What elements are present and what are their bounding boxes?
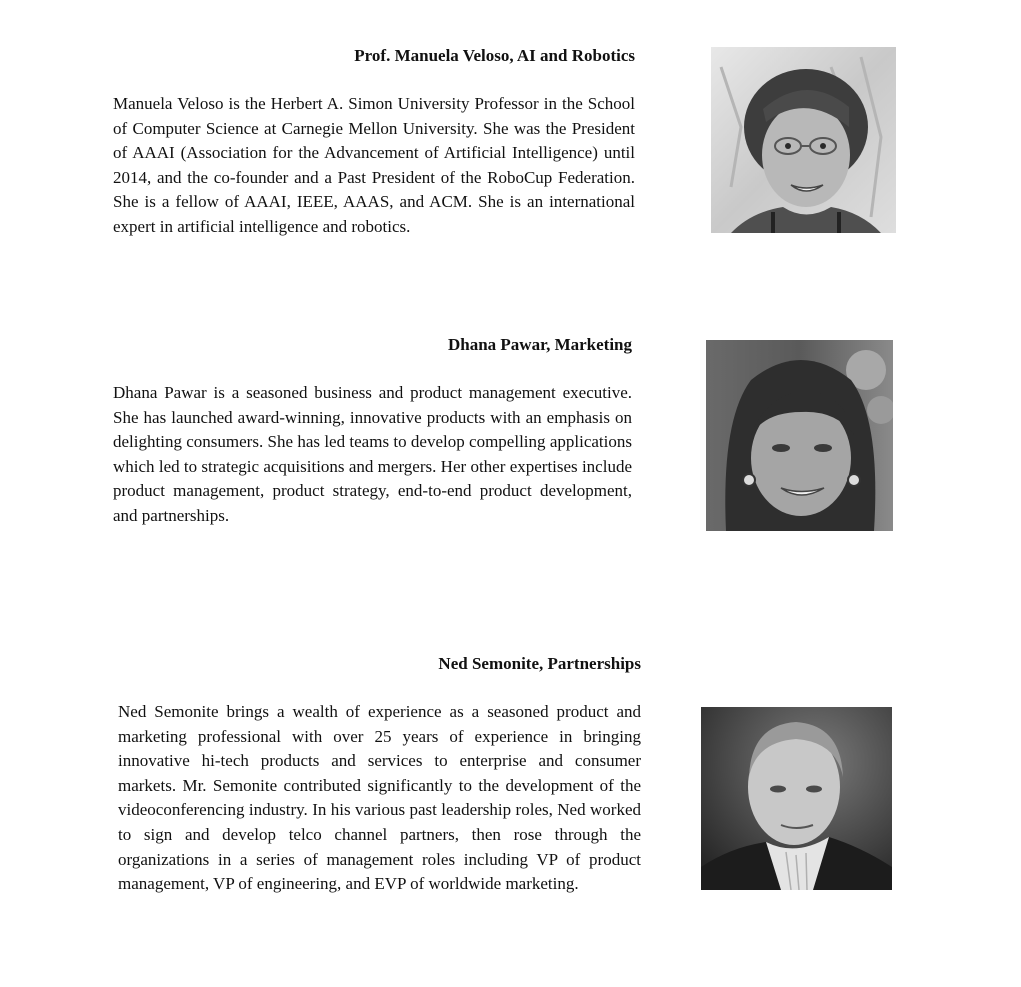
- profile-heading: Dhana Pawar, Marketing: [447, 335, 632, 354]
- profile-photo: [706, 340, 893, 531]
- profile-heading: Ned Semonite, Partnerships: [438, 654, 641, 673]
- portrait-photo-icon: [711, 47, 896, 233]
- portrait-photo-icon: [701, 707, 892, 890]
- profile-heading: Prof. Manuela Veloso, AI and Robotics: [354, 46, 635, 65]
- profile-photo: [711, 47, 896, 233]
- portrait-photo-icon: [706, 340, 893, 531]
- profile-bio: Manuela Veloso is the Herbert A. Simon University Professor in the School of Computer Science at Carnegie Mellon University. She was the President of AAAI (Association for the Advancement of Artificial Intelligence) until 2014, and the co-founder and a Past President of the RoboCup Federation. She is a fellow of AAAI, IEEE, AAAS, and ACM. She is an international expert in artificial intelligence and robotics.: [113, 94, 635, 236]
- profile-bio: Ned Semonite brings a wealth of experience as a seasoned product and marketing professional with over 25 years of experience in bringing innovative hi-tech products and services to enterprise and consumer markets. Mr. Semonite contributed significantly to the development of the videoconferencing industry. In his various past leadership roles, Ned worked to sign and develop telco channel partners, then rose through the organizations in a series of management roles including VP of product management, VP of engineering, and EVP of worldwide marketing.: [118, 702, 641, 894]
- profile-bio: Dhana Pawar is a seasoned business and product management executive. She has launched award-winning, innovative products with an emphasis on delighting consumers. She has led teams to develop compelling applications which led to strategic acquisitions and mergers. Her other expertises include product management, product strategy, end-to-end product development, and partnerships.: [113, 383, 632, 525]
- profile-photo: [701, 707, 892, 890]
